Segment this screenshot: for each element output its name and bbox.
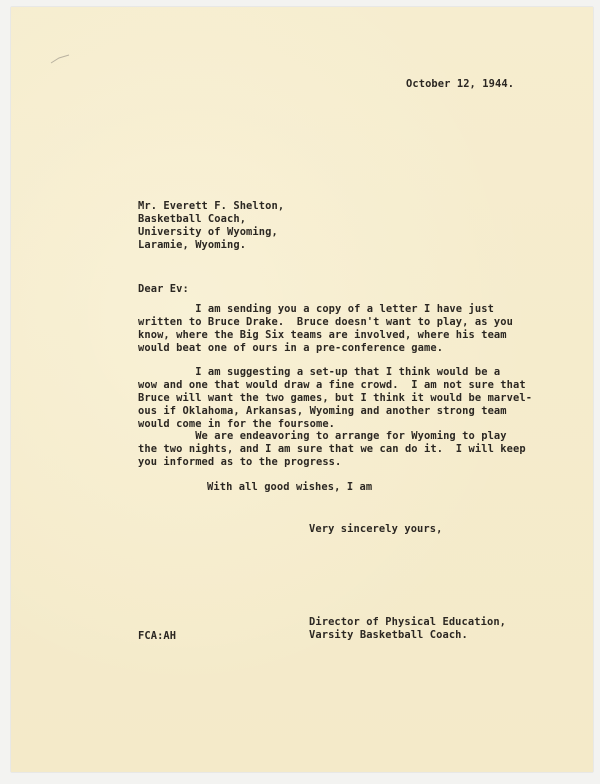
signature-title — [309, 616, 506, 642]
recipient-line: Basketball Coach, — [138, 213, 247, 225]
body-line: know, where the Big Six teams are involved, where his team — [138, 329, 507, 341]
body-line: Bruce will want the two games, but I think it would be marvel- — [138, 392, 533, 404]
recipient-line: Laramie, Wyoming. — [138, 239, 247, 251]
title-line: Varsity Basketball Coach. — [309, 629, 468, 641]
body-line: ous if Oklahoma, Arkansas, Wyoming and another strong team — [138, 405, 507, 417]
reference-initials: FCA:AH — [138, 630, 177, 642]
letter-page — [11, 7, 593, 772]
salutation: Dear Ev: — [138, 283, 189, 295]
title-line: Director of Physical Education, — [309, 616, 507, 628]
body-line: the two nights, and I am sure that we can do it. I will keep — [138, 443, 526, 455]
good-wishes-line: With all good wishes, I am — [207, 481, 373, 493]
body-line: written to Bruce Drake. Bruce doesn't want to play, as you — [138, 316, 513, 328]
pencil-mark — [49, 52, 71, 66]
body-line: We are endeavoring to arrange for Wyoming to play — [138, 430, 507, 442]
body-line: would come in for the foursome. — [138, 418, 336, 430]
complimentary-close: Very sincerely yours, — [309, 523, 443, 535]
body-line: wow and one that would draw a fine crowd. I am not sure that — [138, 379, 526, 391]
body-line: I am sending you a copy of a letter I have just — [138, 303, 494, 315]
body-line: would beat one of ours in a pre-conference game. — [138, 342, 444, 354]
body-paragraph-2 — [138, 366, 532, 431]
body-paragraph-3 — [138, 430, 526, 469]
body-line: I am suggesting a set-up that I think would be a — [138, 366, 501, 378]
letter-date: October 12, 1944. — [406, 78, 515, 90]
body-line: you informed as to the progress. — [138, 456, 342, 468]
recipient-address — [138, 200, 284, 252]
recipient-line: University of Wyoming, — [138, 226, 278, 238]
recipient-line: Mr. Everett F. Shelton, — [138, 200, 285, 212]
body-paragraph-1 — [138, 303, 513, 355]
